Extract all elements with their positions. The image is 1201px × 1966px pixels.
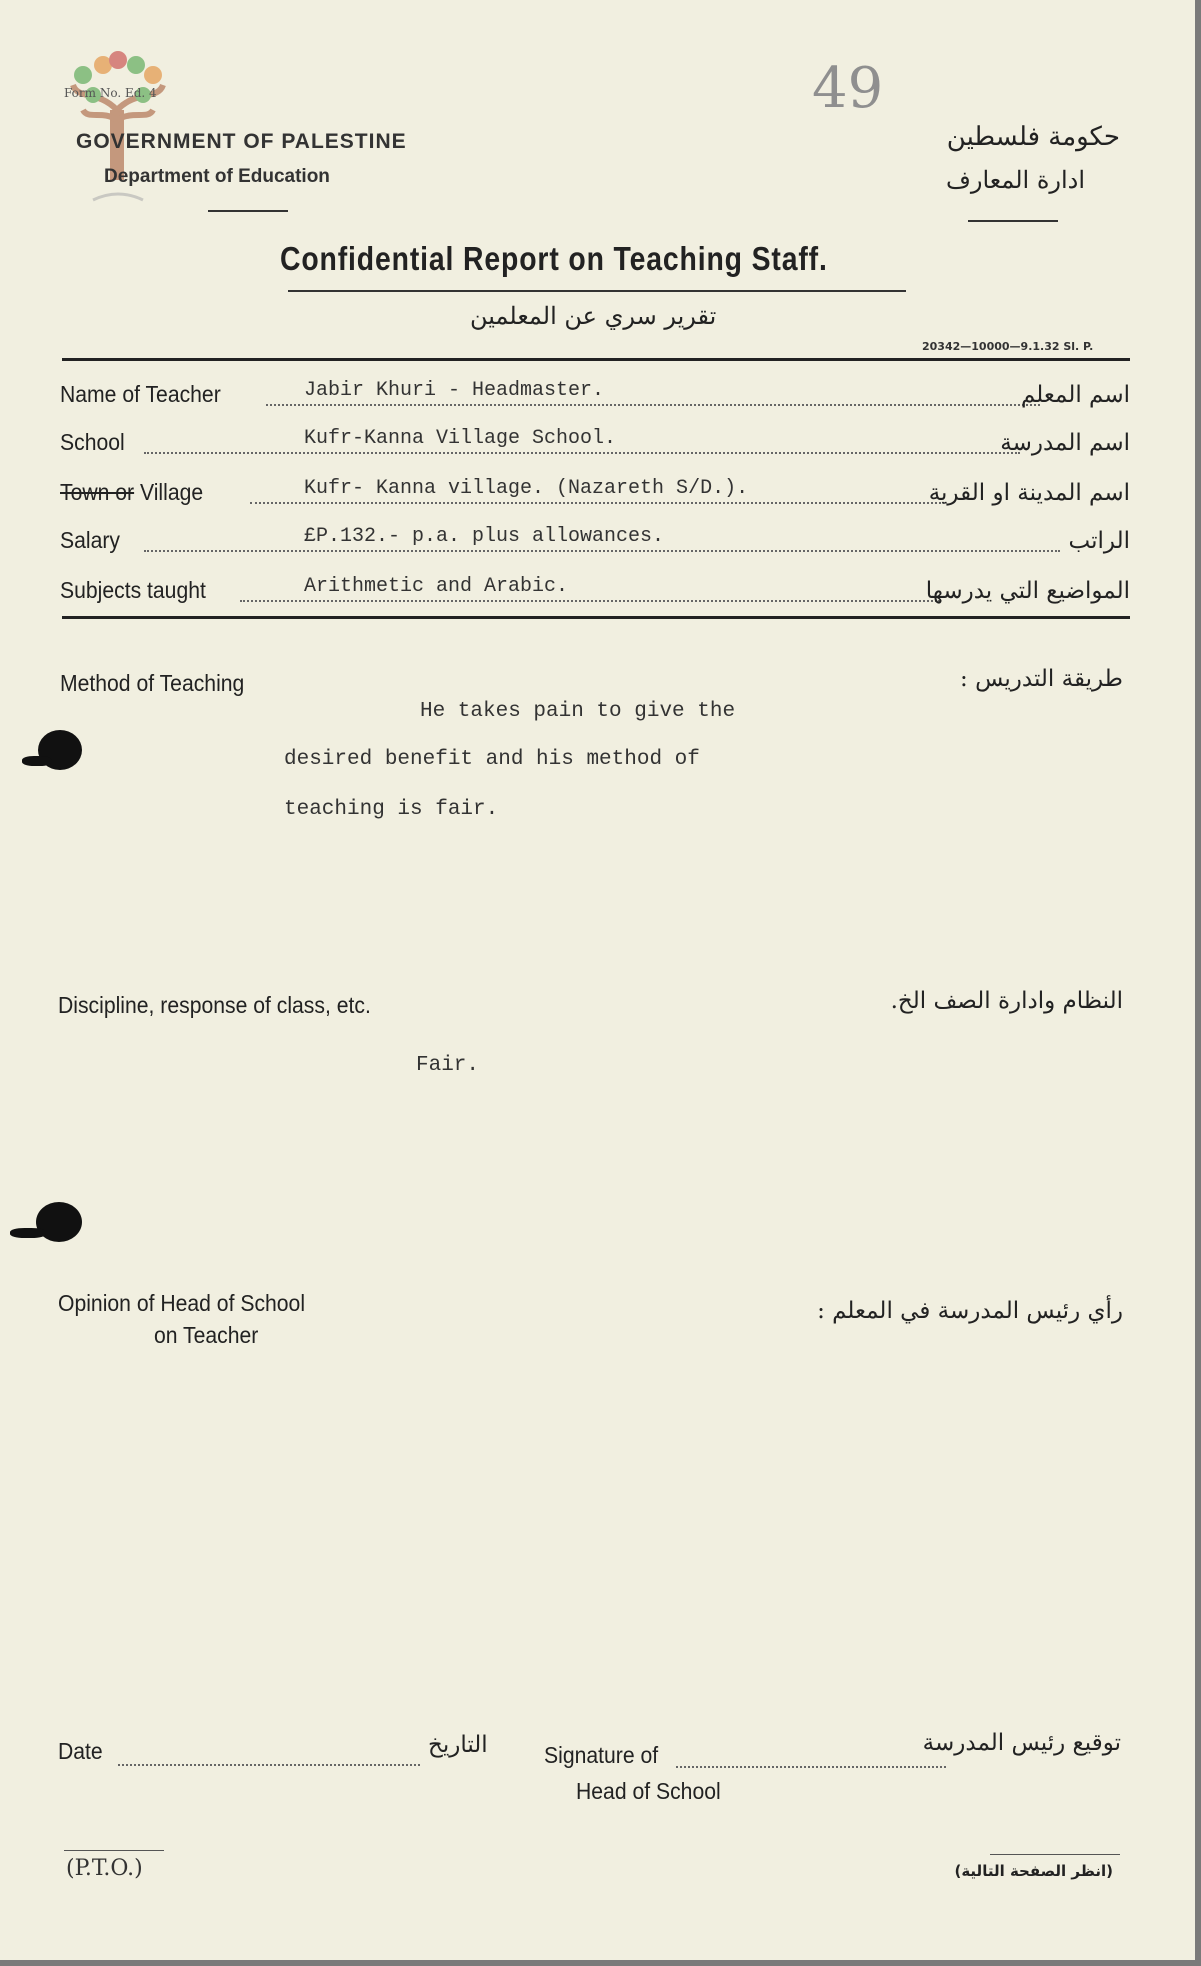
field-label: Salary: [60, 527, 120, 553]
pto-note: (P.T.O.): [66, 1856, 143, 1881]
struck-label: Town or: [60, 479, 135, 505]
field-label-group: [60, 479, 203, 506]
field-value: Arithmetic and Arabic.: [304, 575, 569, 598]
field-label: Subjects taught: [60, 577, 206, 603]
field-school: [60, 420, 1130, 460]
divider: [64, 1850, 164, 1851]
dotted-line: [266, 404, 1040, 406]
field-value: Jabir Khuri - Headmaster.: [304, 379, 605, 402]
department-heading: Department of Education: [104, 166, 330, 187]
date-label: Date: [58, 1738, 103, 1764]
field-label-ar: اسم المعلم: [1021, 382, 1130, 408]
opinion-label-ar: رأي رئيس المدرسة في المعلم :: [817, 1298, 1123, 1324]
dotted-line: [144, 550, 1060, 552]
government-heading: GOVERNMENT OF PALESTINE: [76, 130, 407, 153]
field-name-of-teacher: [60, 372, 1130, 412]
signature-label-ar: توقيع رئيس المدرسة: [922, 1730, 1121, 1756]
ink-blot-icon: [22, 756, 52, 766]
discipline-label-ar: النظام وادارة الصف الخ.: [890, 988, 1123, 1014]
signature-dotted-line: [676, 1766, 946, 1768]
method-label-ar: طريقة التدريس :: [960, 666, 1123, 692]
field-value: Kufr-Kanna Village School.: [304, 427, 617, 450]
field-salary: [60, 518, 1130, 558]
field-value: £P.132.- p.a. plus allowances.: [304, 525, 665, 548]
method-label: Method of Teaching: [60, 670, 245, 696]
divider: [968, 220, 1058, 222]
department-heading-ar: ادارة المعارف: [945, 166, 1085, 194]
field-label: School: [60, 429, 125, 455]
opinion-label: Opinion of Head of School: [58, 1290, 306, 1316]
ink-blot-icon: [10, 1228, 46, 1238]
discipline-value: Fair.: [416, 1054, 480, 1077]
page-number: 49: [812, 56, 884, 121]
field-label-ar: الراتب: [1068, 528, 1130, 554]
signature-sub-label: Head of School: [576, 1778, 721, 1804]
dotted-line: [240, 600, 940, 602]
pto-note-ar: (انظر الصفحة التالية): [954, 1862, 1113, 1880]
date-label-ar: التاريخ: [428, 1732, 488, 1758]
field-label: Name of Teacher: [60, 381, 221, 407]
divider: [62, 616, 1130, 619]
page-title-ar: تقرير سري عن المعلمين: [470, 302, 717, 330]
opinion-label-sub: on Teacher: [154, 1322, 259, 1348]
field-label-ar: اسم المدرسة: [1000, 430, 1130, 456]
discipline-label: Discipline, response of class, etc.: [58, 992, 371, 1018]
dotted-line: [250, 502, 945, 504]
field-subjects-taught: [60, 568, 1130, 608]
field-town-village: [60, 470, 1130, 510]
page-title: Confidential Report on Teaching Staff.: [280, 240, 828, 277]
signature-label: Signature of: [544, 1742, 659, 1768]
dotted-line: [144, 452, 1020, 454]
field-label-ar: المواضيع التي يدرسها: [925, 578, 1130, 604]
method-line: He takes pain to give the: [420, 700, 736, 723]
field-label: Village: [139, 479, 204, 505]
divider: [62, 358, 1130, 361]
divider: [208, 210, 288, 212]
divider: [990, 1854, 1120, 1855]
method-line: desired benefit and his method of: [284, 748, 700, 771]
print-code: 20342—10000—9.1.32 Sl. P.: [922, 340, 1094, 353]
method-line: teaching is fair.: [284, 798, 499, 821]
date-dotted-line: [118, 1764, 420, 1766]
title-underline: [288, 290, 906, 292]
field-label-ar: اسم المدينة او القرية: [928, 480, 1130, 506]
field-value: Kufr- Kanna village. (Nazareth S/D.).: [304, 477, 749, 500]
government-heading-ar: حكومة فلسطين: [946, 122, 1120, 152]
form-number: Form No. Ed. 4: [64, 86, 157, 100]
